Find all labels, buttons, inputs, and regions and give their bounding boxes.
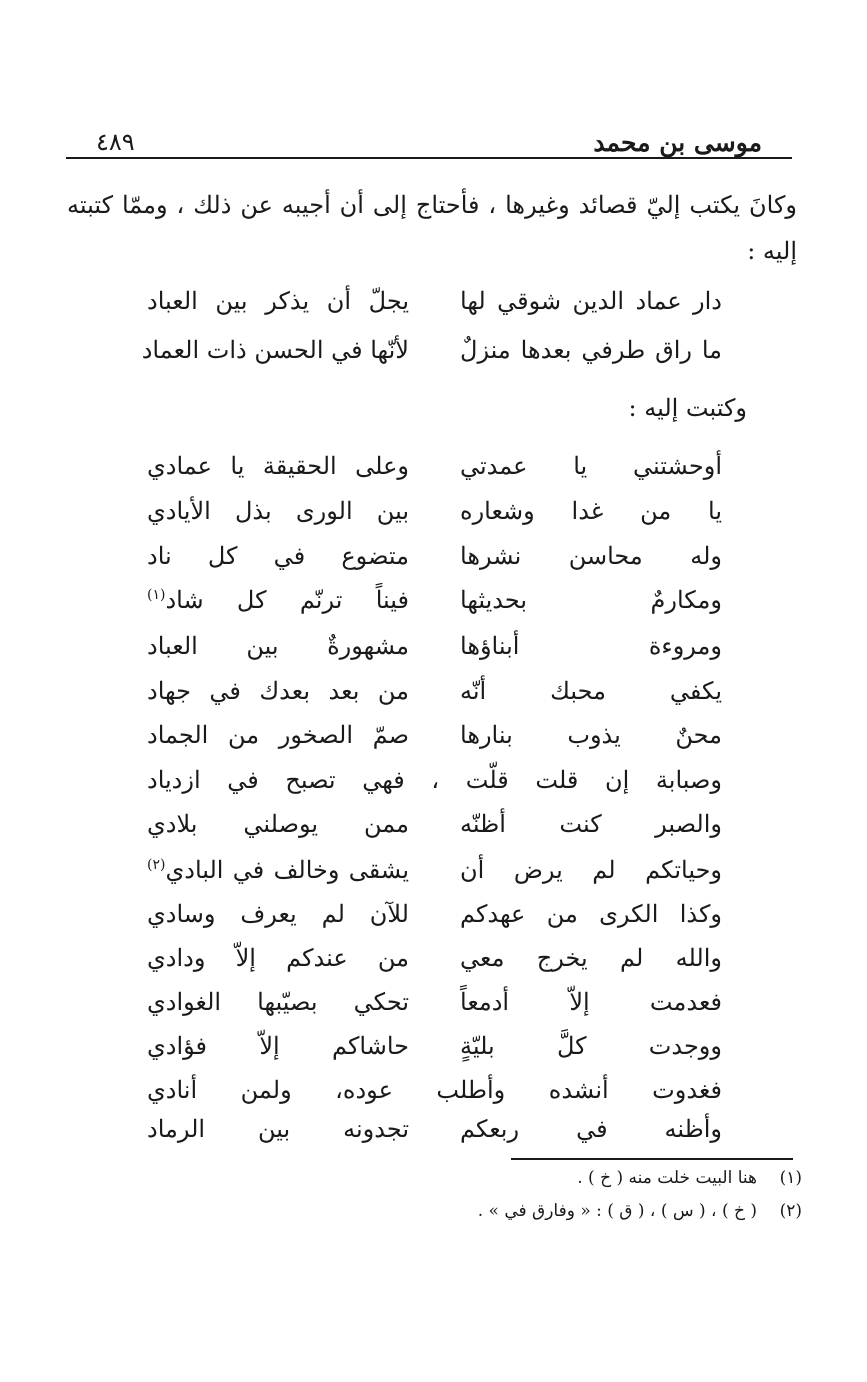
footnote-marker: (٢) <box>147 857 166 873</box>
footnote <box>577 1168 802 1188</box>
poem2-introduction: وكتبت إليه : <box>628 394 747 422</box>
verse-second-hemistich: من عندكم إلاّ ودادي <box>147 944 409 972</box>
verse-first-hemistich: فعدمت إلاّ أدمعاً <box>460 988 722 1016</box>
poem2-verse <box>147 586 722 630</box>
verse-first-hemistich: ومروءة أبناؤها <box>460 632 722 660</box>
verse-second-hemistich <box>147 856 409 884</box>
verse-second-hemistich: حاشاكم إلاّ فؤادي <box>147 1032 409 1060</box>
poem2-verse <box>147 900 722 944</box>
verse-second-hemistich: متضوع في كل ناد <box>147 542 409 570</box>
verse-second-hemistich: صمّ الصخور من الجماد <box>147 721 409 749</box>
verse-full-line: وصبابة إن قلت قلّت ، فهي تصبح في ازدياد <box>147 766 722 794</box>
hemistich-text: يشقى وخالف في البادي <box>165 856 409 884</box>
footnote-number: (١) <box>779 1168 802 1188</box>
verse-second-hemistich: ممن يوصلني بلادي <box>147 810 409 838</box>
verse-full-line: فغدوت أنشده وأطلب عوده، ولمن أنادي <box>147 1076 722 1104</box>
footnote-rule <box>511 1158 793 1160</box>
verse-first-hemistich: محنٌ يذوب بنارها <box>460 721 722 749</box>
poem2-verse <box>147 856 722 900</box>
poem2-verse <box>147 677 722 721</box>
poem2-verse-mudawwar <box>147 1076 722 1120</box>
verse-first-hemistich: وأظنه في ربعكم <box>460 1115 722 1143</box>
poem2-verse <box>147 1115 722 1159</box>
poem2-verse <box>147 452 722 496</box>
verse-first-hemistich: ووجدت كلَّ بليّةٍ <box>460 1032 722 1060</box>
verse-first-hemistich: والصبر كنت أظنّه <box>460 810 722 838</box>
verse-second-hemistich: بين الورى بذل الأيادي <box>147 497 409 525</box>
poem2-verse <box>147 497 722 541</box>
poem2-verse <box>147 944 722 988</box>
footnote-text: هنا البيت خلت منه ( خ ) . <box>577 1168 757 1188</box>
poem2-verse <box>147 988 722 1032</box>
verse-first-hemistich: وله محاسن نشرها <box>460 542 722 570</box>
verse-second-hemistich: للآن لم يعرف وسادي <box>147 900 409 928</box>
verse-second-hemistich: من بعد بعدك في جهاد <box>147 677 409 705</box>
verse-second-hemistich: لأنّها في الحسن ذات العماد <box>141 336 409 364</box>
verse-second-hemistich: تجدونه بين الرماد <box>147 1115 409 1143</box>
verse-first-hemistich: دار عماد الدين شوقي لها <box>460 287 722 315</box>
prose-paragraph: وكانَ يكتب إليّ قصائد وغيرها ، فأحتاج إلى أن أجيبه عن ذلك ، وممّا كتبته إليه : <box>67 191 797 265</box>
footnote-text: ( خ ) ، ( س ) ، ( ق ) : « وفارق في » . <box>477 1201 757 1221</box>
verse-first-hemistich: يكفي محبك أنّه <box>460 677 722 705</box>
verse-first-hemistich: ما راق طرفي بعدها منزلٌ <box>460 336 722 364</box>
poem2-verse <box>147 632 722 676</box>
running-title: موسى بن محمد <box>593 128 762 157</box>
hemistich-text: فيناً ترنّم كل شاد <box>165 586 409 614</box>
header-rule <box>66 157 792 159</box>
verse-second-hemistich: مشهورةٌ بين العباد <box>147 632 409 660</box>
footnote-number: (٢) <box>779 1201 802 1221</box>
poem1-verse <box>141 336 722 380</box>
poem1-verse <box>147 287 722 331</box>
page-header <box>66 128 792 158</box>
verse-first-hemistich: والله لم يخرج معي <box>460 944 722 972</box>
page-number: ٤٨٩ <box>96 128 135 156</box>
poem2-verse-mudawwar <box>147 766 722 810</box>
poem2-verse <box>147 542 722 586</box>
poem2-verse <box>147 810 722 854</box>
footnote-marker: (١) <box>147 587 166 603</box>
verse-first-hemistich: يا من غدا وشعاره <box>460 497 722 525</box>
verse-second-hemistich: وعلى الحقيقة يا عمادي <box>147 452 409 480</box>
verse-first-hemistich: وحياتكم لم يرض أن <box>460 856 722 884</box>
poem2-verse <box>147 1032 722 1076</box>
verse-second-hemistich <box>147 586 409 614</box>
verse-first-hemistich: ومكارمٌ بحديثها <box>460 586 722 614</box>
verse-first-hemistich: أوحشتني يا عمدتي <box>460 452 722 480</box>
poem2-verse <box>147 721 722 765</box>
footnote <box>478 1201 802 1221</box>
verse-first-hemistich: وكذا الكرى من عهدكم <box>460 900 722 928</box>
verse-second-hemistich: يجلّ أن يذكر بين العباد <box>147 287 409 315</box>
verse-second-hemistich: تحكي بصيّبها الغوادي <box>147 988 409 1016</box>
